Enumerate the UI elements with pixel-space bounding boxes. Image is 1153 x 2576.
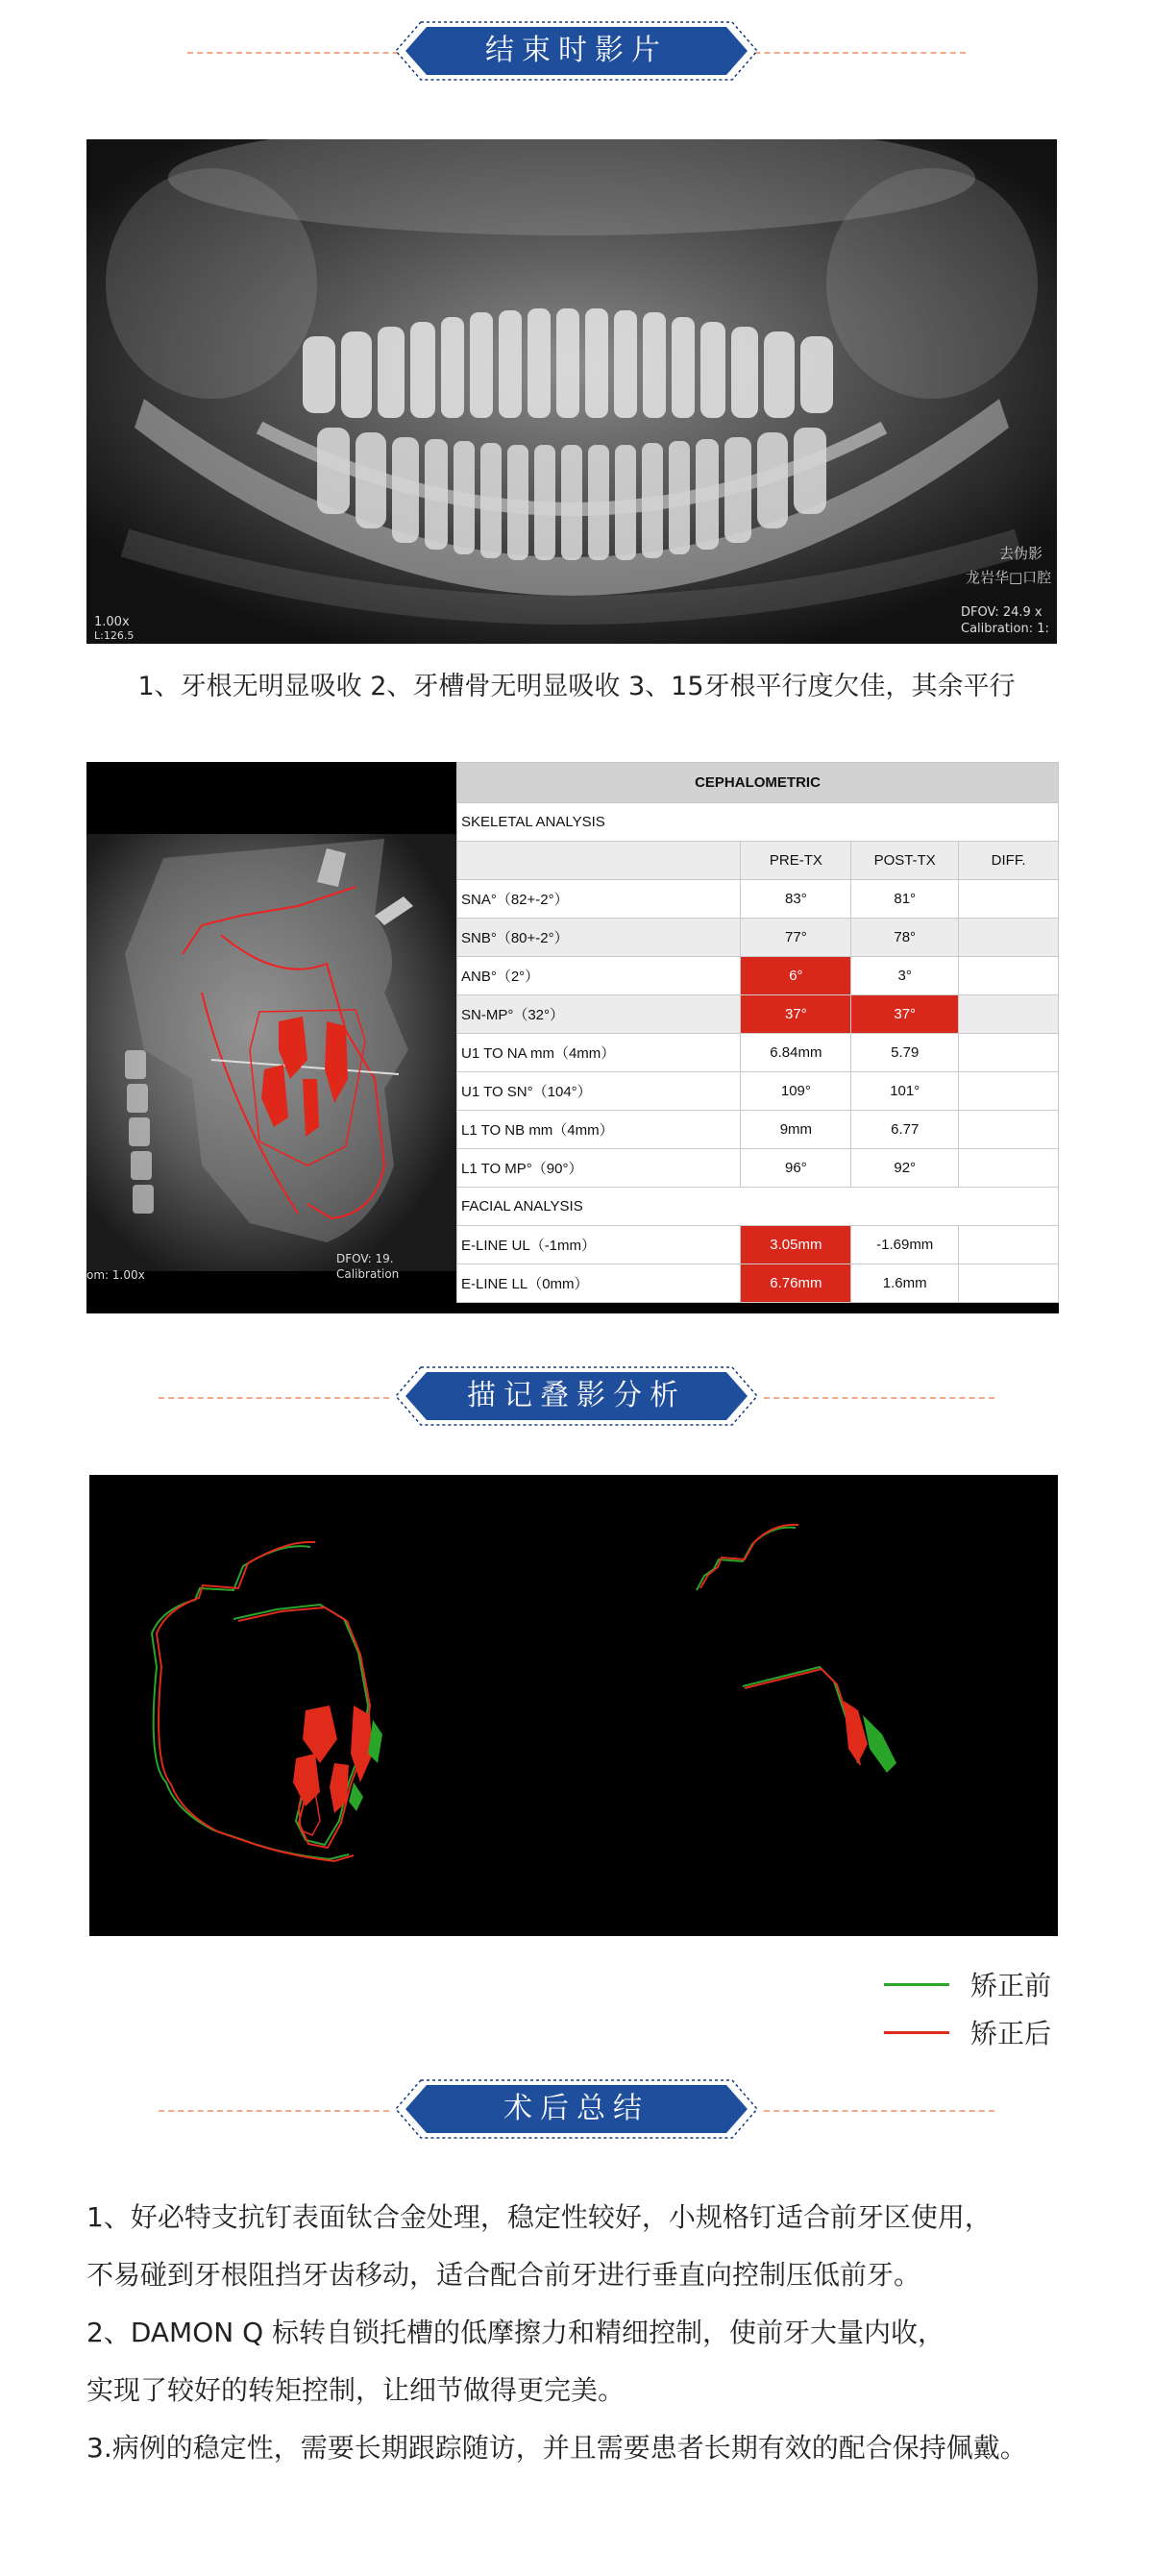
row-post: 78° [851,919,959,957]
table-row [457,1072,1059,1111]
table-row [457,1226,1059,1264]
ceph-dfov: DFOV: 19. [336,1252,394,1265]
table-title: CEPHALOMETRIC [457,763,1059,803]
legend-label: 矫正前 [970,1970,1052,2001]
legend-label: 矫正后 [970,2018,1052,2049]
legend-item-after [884,2013,1115,2051]
col-diff: DIFF. [959,842,1059,880]
skeletal-heading: SKELETAL ANALYSIS [457,803,1059,842]
table-title-row [457,763,1059,803]
row-pre: 6.76mm [741,1264,851,1303]
row-post: 5.79 [851,1034,959,1072]
banner-badge [394,1365,759,1427]
summary-line: 实现了较好的转矩控制，让细节做得更完美。 [86,2374,626,2406]
row-pre: 37° [741,995,851,1034]
legend-item-before [884,1965,1115,2003]
legend [884,1965,1115,2051]
facial-heading: FACIAL ANALYSIS [457,1188,1059,1226]
row-post: 101° [851,1072,959,1111]
banner-badge [394,20,759,82]
row-diff [959,1264,1059,1303]
row-pre: 6° [741,957,851,995]
row-post: 92° [851,1149,959,1188]
banner-title: 术后总结 [503,2092,650,2125]
row-label: ANB°（2°） [457,957,741,995]
cephalometric-block [86,762,1059,1313]
table-row [457,1149,1059,1188]
table-row [457,1264,1059,1303]
summary-line: 1、好必特支抗钉表面钛合金处理，稳定性较好，小规格钉适合前牙区使用， [86,2201,992,2233]
row-post: 37° [851,995,959,1034]
xray-calibration: Calibration: 1: [961,622,1049,636]
row-post: -1.69mm [851,1226,959,1264]
column-header-row [457,842,1059,880]
xray-caption: 1、牙根无明显吸收 2、牙槽骨无明显吸收 3、15牙根平行度欠佳，其余平行 [137,672,1016,701]
banner-title: 描记叠影分析 [467,1379,686,1412]
section-banner-summary [0,2073,1153,2149]
banner-badge [394,2078,759,2140]
row-diff [959,1226,1059,1264]
row-diff [959,1072,1059,1111]
xray-corner-1: 去伪影 [999,545,1043,562]
table-row [457,919,1059,957]
row-post: 81° [851,880,959,919]
table-row [457,880,1059,919]
row-label: E-LINE UL（-1mm） [457,1226,741,1264]
row-pre: 96° [741,1149,851,1188]
row-label: L1 TO MP°（90°） [457,1149,741,1188]
xray-code: L:126.5 [94,629,135,642]
row-diff [959,1111,1059,1149]
row-label: SN-MP°（32°） [457,995,741,1034]
table-row [457,1111,1059,1149]
row-diff [959,957,1059,995]
row-diff [959,1034,1059,1072]
skeletal-heading-row [457,803,1059,842]
row-diff [959,919,1059,957]
row-diff [959,995,1059,1034]
row-diff [959,880,1059,919]
col-pre: PRE-TX [741,842,851,880]
row-pre: 77° [741,919,851,957]
row-post: 6.77 [851,1111,959,1149]
row-pre: 9mm [741,1111,851,1149]
row-label: U1 TO SN°（104°） [457,1072,741,1111]
table-row [457,995,1059,1034]
legend-swatch-green [884,1983,949,1986]
lateral-ceph-xray [86,762,456,1313]
summary-text [86,2189,1124,2477]
table-row [457,957,1059,995]
ceph-calibration: Calibration [336,1267,400,1281]
banner-title: 结束时影片 [485,34,668,67]
table-row [457,1034,1059,1072]
xray-dfov: DFOV: 24.9 x [961,605,1043,620]
row-post: 3° [851,957,959,995]
row-pre: 109° [741,1072,851,1111]
summary-line: 不易碰到牙根阻挡牙齿移动，适合配合前牙进行垂直向控制压低前牙。 [86,2259,921,2291]
xray-corner-2: 龙岩华□口腔 [966,569,1052,586]
tracing-superimposition [89,1475,1058,1936]
row-post: 1.6mm [851,1264,959,1303]
summary-line: 3.病例的稳定性，需要长期跟踪随访，并且需要患者长期有效的配合保持佩戴。 [86,2432,1027,2464]
legend-swatch-red [884,2031,949,2034]
xray-zoom: 1.00x [94,615,130,629]
row-label: U1 TO NA mm（4mm） [457,1034,741,1072]
row-pre: 83° [741,880,851,919]
cephalometric-table [456,762,1059,1303]
row-label: L1 TO NB mm（4mm） [457,1111,741,1149]
row-diff [959,1149,1059,1188]
summary-line: 2、DAMON Q 标转自锁托槽的低摩擦力和精细控制，使前牙大量内收， [86,2317,945,2348]
col-post: POST-TX [851,842,959,880]
row-label: E-LINE LL（0mm） [457,1264,741,1303]
row-label: SNB°（80+-2°） [457,919,741,957]
section-banner-tracing [0,1360,1153,1436]
row-label: SNA°（82+-2°） [457,880,741,919]
ceph-zoom: om: 1.00x [86,1268,145,1282]
row-pre: 6.84mm [741,1034,851,1072]
section-banner-final-films [0,14,1153,91]
panoramic-xray [86,139,1057,644]
row-pre: 3.05mm [741,1226,851,1264]
facial-heading-row [457,1188,1059,1226]
